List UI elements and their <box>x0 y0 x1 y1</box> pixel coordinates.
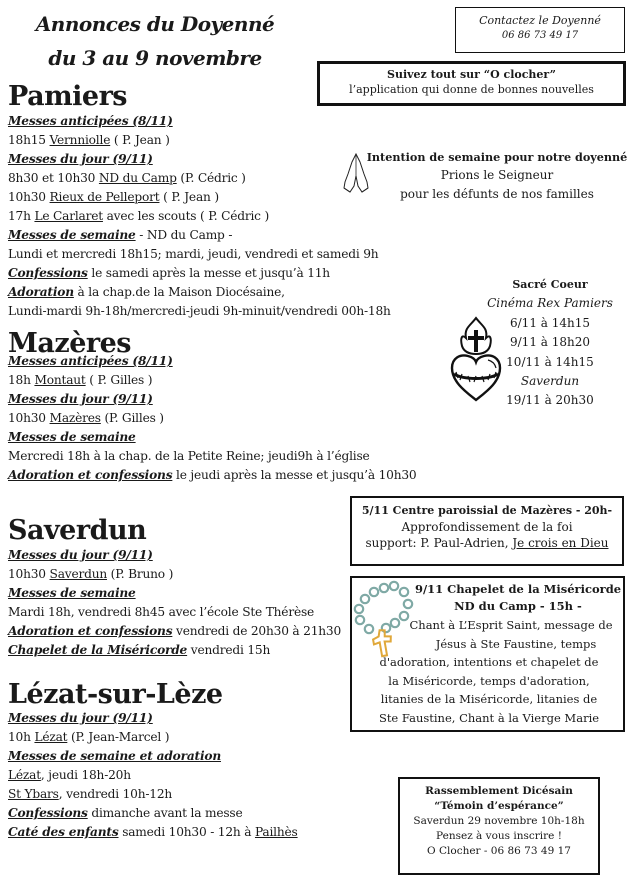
semaine-schedule: Mercredi 18h à la chap. de la Petite Reine; jeudi9h à l’église <box>8 449 370 463</box>
city-heading-mazeres: Mazères <box>8 328 131 359</box>
mass-place: Rieux de Pelleport <box>49 190 160 204</box>
semaine-line <box>8 226 232 245</box>
section-heading: Adoration <box>8 285 74 299</box>
semaine-time: , vendredi 10h-12h <box>58 787 173 801</box>
section-heading: Messes de semaine <box>8 430 136 444</box>
sacre-coeur-date: 10/11 à 14h15 <box>506 355 594 369</box>
chapelet-box-line: Chant à L’Esprit Saint, message de <box>409 618 613 632</box>
semaine-schedule: Lundi et mercredi 18h15; mardi, jeudi, vendredi et samedi 9h <box>8 247 379 261</box>
chapelet-text: vendredi 15h <box>187 643 271 657</box>
mass-time: 18h15 <box>8 133 50 147</box>
mass-time: 10h30 <box>8 190 50 204</box>
mass-priest: ( P. Jean ) <box>159 190 219 204</box>
mass-priest: ( P. Jean ) <box>110 133 170 147</box>
mass-place: ND du Camp <box>98 171 177 185</box>
section-heading: Messes de semaine <box>8 586 136 600</box>
chapelet-box-title1: 9/11 Chapelet de la Miséricorde <box>414 582 622 596</box>
semaine-schedule: Mardi 18h, vendredi 8h45 avec l’école Ste Thérèse <box>8 605 315 619</box>
contact-box <box>455 7 625 53</box>
section-heading: Confessions <box>8 266 88 280</box>
cate-place: Pailhès <box>254 825 298 839</box>
mass-priest: (P. Jean-Marcel ) <box>67 730 170 744</box>
chapelet-box-line: litanies de la Miséricorde, litanies de <box>380 692 598 706</box>
centre-box-line2 <box>352 536 622 550</box>
confessions-line <box>8 804 242 823</box>
chapelet-box-body-lower <box>354 653 624 727</box>
mass-place: Vernniolle <box>49 133 111 147</box>
semaine-time: , jeudi 18h-20h <box>40 768 131 782</box>
centre-box-title: 5/11 Centre paroissial de Mazères - 20h- <box>361 504 613 517</box>
adoration-line <box>8 466 416 485</box>
section-heading: Adoration et confessions <box>8 624 173 638</box>
sacre-coeur-venue2: Saverdun <box>520 374 580 388</box>
mass-priest: (P. Bruno ) <box>107 567 174 581</box>
semaine-suffix: - ND du Camp - <box>135 228 233 242</box>
section-heading: Messes du jour (9/11) <box>8 152 153 166</box>
contact-label: Contactez le Doyenné <box>479 14 601 27</box>
mass-time: 17h <box>8 209 35 223</box>
mass-time: 10h30 <box>8 567 50 581</box>
sacre-coeur-date: 19/11 à 20h30 <box>506 393 594 407</box>
section-heading: Messes du jour (9/11) <box>8 392 153 406</box>
mass-place: Montaut <box>34 373 86 387</box>
section-heading: Confessions <box>8 806 88 820</box>
chapelet-box-title2: ND du Camp - 15h - <box>454 599 582 613</box>
chapelet-box-line: Ste Faustine, Chant à la Vierge Marie <box>378 710 600 725</box>
chapelet-box-body <box>396 616 626 653</box>
mass-place: Mazères <box>49 411 101 425</box>
centre-box-support: support: P. Paul-Adrien, <box>365 536 513 550</box>
semaine-place: St Ybars <box>8 787 59 801</box>
cate-text: samedi 10h30 - 12h à <box>118 825 255 839</box>
page-title-line1: Annonces du Doyenné <box>35 12 275 36</box>
section-heading: Messes de semaine <box>8 228 136 242</box>
mass-priest: ( P. Gilles ) <box>85 373 153 387</box>
centre-paroissial-box <box>350 496 624 566</box>
adoration-line <box>8 622 341 641</box>
sacre-coeur-venue1: Cinéma Rex Pamiers <box>487 296 613 310</box>
mass-time: 18h <box>8 373 35 387</box>
section-heading: Messes anticipées (8/11) <box>8 354 173 368</box>
intention-line2: pour les défunts de nos familles <box>400 187 594 201</box>
mass-entry <box>8 207 269 226</box>
section-heading: Messes du jour (9/11) <box>8 711 153 725</box>
adoration-text: vendredi de 20h30 à 21h30 <box>172 624 342 638</box>
adoration-schedule: Lundi-mardi 9h-18h/mercredi-jeudi 9h-minuit/vendredi 00h-18h <box>8 304 391 318</box>
rassemblement-line3[interactable]: O Clocher - 06 86 73 49 17 <box>427 845 571 857</box>
intention-line1: Prions le Seigneur <box>440 168 554 182</box>
chapelet-box-line: Jésus à Ste Faustine, temps <box>435 636 597 651</box>
mass-priest: (P. Cédric ) <box>176 171 246 185</box>
page-title-line2: du 3 au 9 novembre <box>48 46 262 70</box>
mass-entry <box>8 409 164 428</box>
rassemblement-title1: Rassemblement Dicésain <box>425 785 573 797</box>
rassemblement-line1: Saverdun 29 novembre 10h-18h <box>413 815 585 827</box>
city-heading-pamiers: Pamiers <box>8 81 128 112</box>
mass-entry <box>8 371 152 390</box>
city-heading-lezat: Lézat-sur-Lèze <box>8 679 223 710</box>
cate-line <box>8 823 298 842</box>
section-heading: Caté des enfants <box>8 825 119 839</box>
section-heading: Messes de semaine et adoration <box>8 749 221 763</box>
mass-entry <box>8 728 169 747</box>
chapelet-box-line: la Miséricorde, temps d'adoration, <box>388 673 590 688</box>
mass-place: Lézat <box>34 730 68 744</box>
confessions-line <box>8 264 330 283</box>
centre-box-line1: Approfondissement de la foi <box>401 520 573 534</box>
chapelet-line <box>8 641 270 660</box>
rassemblement-title2: “Témoin d’espérance” <box>434 800 564 812</box>
app-box-subtitle: l’application qui donne de bonnes nouvelles <box>349 83 594 96</box>
je-crois-en-dieu-link[interactable]: Je crois en Dieu <box>512 536 609 550</box>
sacre-coeur-title: Sacré Coeur <box>512 278 588 291</box>
mass-entry <box>8 131 170 150</box>
mass-place: Le Carlaret <box>34 209 103 223</box>
adoration-line <box>8 283 285 302</box>
chapelet-box <box>350 576 625 732</box>
mass-entry <box>8 565 173 584</box>
adoration-text: le jeudi après la messe et jusqu’à 10h30 <box>172 468 417 482</box>
mass-time: 8h30 et 10h30 <box>8 171 99 185</box>
section-heading: Messes anticipées (8/11) <box>8 114 173 128</box>
rassemblement-box <box>398 777 600 875</box>
confessions-text: dimanche avant la messe <box>87 806 243 820</box>
mass-priest: (P. Gilles ) <box>100 411 164 425</box>
semaine-entry <box>8 785 172 804</box>
mass-time: 10h <box>8 730 35 744</box>
mass-priest: avec les scouts ( P. Cédric ) <box>102 209 270 223</box>
section-heading: Adoration et confessions <box>8 468 173 482</box>
intention-title: Intention de semaine pour notre doyenné <box>366 150 628 164</box>
app-box <box>317 61 626 106</box>
confessions-text: le samedi après la messe et jusqu’à 11h <box>87 266 330 280</box>
semaine-entry <box>8 766 131 785</box>
city-heading-saverdun: Saverdun <box>8 515 147 546</box>
rassemblement-line2: Pensez à vous inscrire ! <box>436 830 562 842</box>
mass-entry <box>8 169 246 188</box>
contact-phone[interactable]: 06 86 73 49 17 <box>501 30 579 41</box>
sacre-coeur-date: 6/11 à 14h15 <box>510 316 590 330</box>
mass-entry <box>8 188 219 207</box>
adoration-text: à la chap.de la Maison Diocésaine, <box>73 285 285 299</box>
sacre-coeur-date: 9/11 à 18h20 <box>510 335 590 349</box>
app-box-title: Suivez tout sur “O clocher” <box>387 68 556 81</box>
section-heading: Messes du jour (9/11) <box>8 548 153 562</box>
chapelet-box-line: d'adoration, intentions et chapelet de <box>379 655 599 669</box>
section-heading: Chapelet de la Miséricorde <box>8 643 188 657</box>
mass-time: 10h30 <box>8 411 50 425</box>
mass-place: Saverdun <box>49 567 107 581</box>
semaine-place: Lézat <box>8 768 41 782</box>
